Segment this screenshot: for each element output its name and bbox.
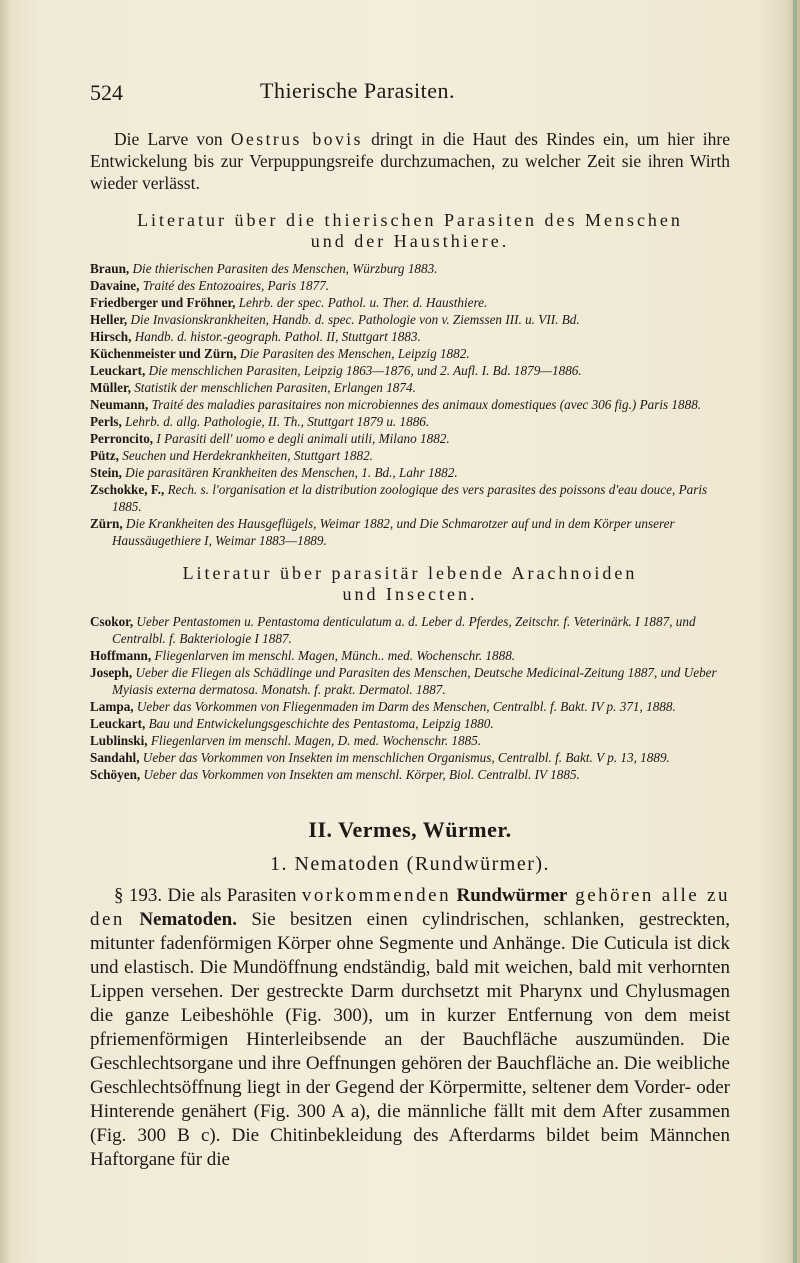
reference-author: Stein, bbox=[90, 465, 122, 480]
reference-entry bbox=[90, 732, 730, 749]
section1-reference-list bbox=[90, 260, 730, 549]
reference-author: Neumann, bbox=[90, 397, 149, 412]
intro-text-1: Die Larve von bbox=[114, 129, 231, 149]
para-bold-2: Nematoden. bbox=[124, 909, 237, 930]
para-spaced-2: gehören alle zu den bbox=[90, 885, 730, 930]
reference-entry bbox=[90, 481, 730, 515]
reference-author: Friedberger und Fröhner, bbox=[90, 295, 236, 310]
page-edge-right bbox=[786, 0, 800, 1263]
section1-title-2: und der Hausthiere. bbox=[310, 231, 510, 251]
reference-entry bbox=[90, 311, 730, 328]
chapter-paragraph bbox=[90, 884, 730, 1172]
reference-author: Lampa, bbox=[90, 699, 134, 714]
reference-title: Ueber die Fliegen als Schädlinge und Parasiten des Menschen, Deutsche Medicinal-Zeitung 1887, und Ueber Myiasis externa dermatosa. Monatsh. f. prakt. Dermatol. 1887. bbox=[112, 665, 717, 697]
reference-title: Ueber das Vorkommen von Insekten am menschl. Körper, Biol. Centralbl. IV 1885. bbox=[140, 767, 580, 782]
running-title: Thierische Parasiten. bbox=[260, 78, 455, 103]
intro-species: Oestrus bovis bbox=[230, 129, 363, 149]
reference-author: Schöyen, bbox=[90, 767, 141, 782]
reference-title: Lehrb. d. allg. Pathologie, II. Th., Stuttgart 1879 u. 1886. bbox=[121, 414, 430, 429]
reference-entry bbox=[90, 379, 730, 396]
reference-title: Ueber Pentastomen u. Pentastoma denticulatum a. d. Leber d. Pferdes, Zeitschr. f. Veterinärk. I 1887, und Centralbl. f. Bakteriologie I 1887. bbox=[112, 614, 696, 646]
reference-author: Heller, bbox=[90, 312, 128, 327]
reference-title: Die Invasionskrankheiten, Handb. d. spec. Pathologie von v. Ziemssen III. u. VII. Bd. bbox=[127, 312, 580, 327]
reference-author: Küchenmeister und Zürn, bbox=[90, 346, 237, 361]
reference-author: Perls, bbox=[90, 414, 122, 429]
para-lead: § 193. Die als Parasiten bbox=[114, 885, 302, 906]
reference-title: Fliegenlarven im menschl. Magen, Münch.. med. Wochenschr. 1888. bbox=[151, 648, 516, 663]
reference-title: Die Parasiten des Menschen, Leipzig 1882. bbox=[236, 346, 470, 361]
reference-entry bbox=[90, 715, 730, 732]
reference-title: Die menschlichen Parasiten, Leipzig 1863—1876, und 2. Aufl. I. Bd. 1879—1886. bbox=[145, 363, 582, 378]
reference-entry bbox=[90, 766, 730, 783]
reference-author: Leuckart, bbox=[90, 716, 146, 731]
reference-author: Lublinski, bbox=[90, 733, 148, 748]
reference-title: Statistik der menschlichen Parasiten, Erlangen 1874. bbox=[130, 380, 416, 395]
reference-title: Seuchen und Herdekrankheiten, Stuttgart 1882. bbox=[118, 448, 373, 463]
para-rest: Sie besitzen einen cylindrischen, schlanken, gestreckten, mitunter fadenförmigen Körper ohne Segmente und Anhänge. Die Cuticula ist dick und elastisch. Die Mundöffnung endständig, bald mit weichen, bald mit verhornten Lippen versehen. Der gestreckte Darm durchsetzt mit Pharynx und Chylusmagen die ganze Leibeshöhle (Fig. 300), um in kurzer Entfernung von dem meist pfriemenförmigen Hinterleibsende an der Bauchfläche auszumünden. Die Geschlechtsorgane und ihre Oeffnungen gehören der Bauchfläche an. Die weibliche Geschlechtsöffnung liegt in der Gegend der Körpermitte, seltener dem Vorder- oder Hinterende genähert (Fig. 300 A a), die männliche fällt mit dem After zusammen (Fig. 300 B c). Die Chitinbekleidung des Afterdarms bildet beim Männchen Haftorgane für die bbox=[90, 909, 730, 1170]
reference-title: I Parasiti dell' uomo e degli animali utili, Milano 1882. bbox=[153, 431, 450, 446]
reference-entry bbox=[90, 362, 730, 379]
reference-author: Leuckart, bbox=[90, 363, 146, 378]
page-header bbox=[90, 80, 730, 110]
reference-entry bbox=[90, 515, 730, 549]
reference-title: Rech. s. l'organisation et la distribution zoologique des vers parasites des poissons d'eau douce, Paris 1885. bbox=[112, 482, 708, 514]
reference-title: Ueber das Vorkommen von Fliegenmaden im Darm des Menschen, Centralbl. f. Bakt. IV p. 371, 1888. bbox=[133, 699, 676, 714]
section1-title-1: Literatur über die thierischen Parasiten des Menschen bbox=[137, 210, 683, 230]
intro-paragraph bbox=[90, 128, 730, 194]
reference-entry bbox=[90, 613, 730, 647]
reference-title: Die parasitären Krankheiten des Menschen, 1. Bd., Lahr 1882. bbox=[121, 465, 458, 480]
page-gutter-left bbox=[0, 0, 12, 1263]
literature-section-arachnids bbox=[90, 563, 730, 783]
para-spaced-1: vorkommenden bbox=[301, 885, 452, 906]
chapter-subheading: 1. Nematoden (Rundwürmer). bbox=[269, 853, 551, 875]
chapter-heading: II. Vermes, Würmer. bbox=[308, 817, 512, 842]
reference-title: Ueber das Vorkommen von Insekten im menschlichen Organismus, Centralbl. f. Bakt. V p. 13, 1889. bbox=[139, 750, 670, 765]
reference-title: Traité des Entozoaires, Paris 1877. bbox=[139, 278, 330, 293]
reference-entry bbox=[90, 664, 730, 698]
reference-entry bbox=[90, 328, 730, 345]
reference-entry bbox=[90, 447, 730, 464]
reference-entry bbox=[90, 396, 730, 413]
reference-author: Zschokke, F., bbox=[90, 482, 165, 497]
reference-entry bbox=[90, 345, 730, 362]
section2-title-1: Literatur über parasitär lebende Arachnoiden bbox=[182, 563, 638, 583]
page-body bbox=[90, 128, 730, 1172]
reference-entry bbox=[90, 430, 730, 447]
reference-author: Zürn, bbox=[90, 516, 123, 531]
page-number: 524 bbox=[90, 80, 123, 105]
reference-title: Die thierischen Parasiten des Menschen, Würzburg 1883. bbox=[129, 261, 438, 276]
reference-entry bbox=[90, 698, 730, 715]
reference-title: Die Krankheiten des Hausgeflügels, Weimar 1882, und Die Schmarotzer auf und in dem Körper unserer Haussäugethiere I, Weimar 1883—1889. bbox=[112, 516, 675, 548]
chapter-vermes bbox=[90, 817, 730, 1172]
reference-title: Bau und Entwickelungsgeschichte des Pentastoma, Leipzig 1880. bbox=[145, 716, 494, 731]
reference-entry bbox=[90, 647, 730, 664]
reference-entry bbox=[90, 260, 730, 277]
reference-entry bbox=[90, 294, 730, 311]
reference-entry bbox=[90, 464, 730, 481]
reference-title: Fliegenlarven im menschl. Magen, D. med. Wochenschr. 1885. bbox=[147, 733, 482, 748]
reference-author: Hirsch, bbox=[90, 329, 132, 344]
intro-text-2: dringt in die Haut des Rindes ein, um hier ihre Entwickelung bis zur Verpuppungsreife durchzumachen, zu welcher Zeit sie ihren Wirth wieder verlässt. bbox=[90, 129, 731, 193]
reference-entry bbox=[90, 277, 730, 294]
para-bold-1: Rundwürmer bbox=[451, 885, 568, 906]
reference-title: Traité des maladies parasitaires non microbiennes des animaux domestiques (avec 306 fig.) Paris 1888. bbox=[148, 397, 702, 412]
reference-entry bbox=[90, 749, 730, 766]
reference-author: Davaine, bbox=[90, 278, 140, 293]
reference-title: Lehrb. der spec. Pathol. u. Ther. d. Hausthiere. bbox=[235, 295, 488, 310]
reference-author: Hoffmann, bbox=[90, 648, 152, 663]
reference-title: Handb. d. histor.-geograph. Pathol. II, Stuttgart 1883. bbox=[131, 329, 421, 344]
section2-reference-list bbox=[90, 613, 730, 783]
section2-title-2: und Insecten. bbox=[342, 584, 478, 604]
reference-author: Pütz, bbox=[90, 448, 119, 463]
reference-entry bbox=[90, 413, 730, 430]
reference-author: Müller, bbox=[90, 380, 131, 395]
literature-section-hosts bbox=[90, 210, 730, 549]
reference-author: Perroncito, bbox=[90, 431, 154, 446]
reference-author: Csokor, bbox=[90, 614, 134, 629]
reference-author: Sandahl, bbox=[90, 750, 140, 765]
reference-author: Joseph, bbox=[90, 665, 133, 680]
reference-author: Braun, bbox=[90, 261, 130, 276]
